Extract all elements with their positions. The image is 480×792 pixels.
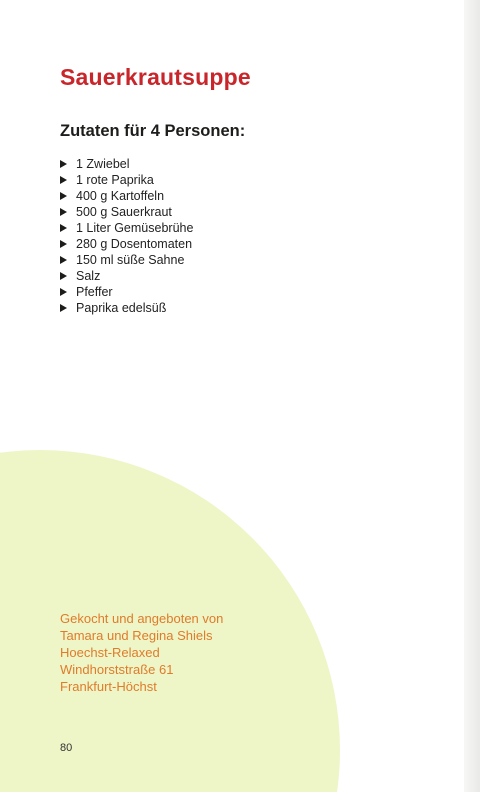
ingredient-text: Pfeffer <box>76 285 113 299</box>
bullet-arrow-icon <box>60 176 67 184</box>
recipe-title: Sauerkrautsuppe <box>60 64 251 90</box>
credits-line: Gekocht und angeboten von <box>60 611 224 626</box>
ingredient-text: 280 g Dosentomaten <box>76 237 193 251</box>
bullet-arrow-icon <box>60 160 67 168</box>
list-item <box>60 268 193 284</box>
ingredient-text: Salz <box>76 269 101 283</box>
ingredient-text: 500 g Sauerkraut <box>76 205 172 219</box>
page-gutter <box>464 0 480 792</box>
ingredient-list <box>60 156 193 316</box>
page-number: 80 <box>60 742 73 754</box>
bullet-arrow-icon <box>60 240 67 248</box>
credits-line: Hoechst-Relaxed <box>60 645 160 660</box>
ingredient-text: 400 g Kartoffeln <box>76 189 165 203</box>
bullet-arrow-icon <box>60 208 67 216</box>
list-item <box>60 220 193 236</box>
ingredient-text: 1 rote Paprika <box>76 173 154 187</box>
bullet-arrow-icon <box>60 288 67 296</box>
credits-block <box>60 610 223 695</box>
list-item <box>60 284 193 300</box>
list-item <box>60 172 193 188</box>
list-item <box>60 156 193 172</box>
ingredient-text: 1 Zwiebel <box>76 157 130 171</box>
credits-line: Windhorststraße 61 <box>60 662 174 677</box>
credits-line: Frankfurt-Höchst <box>60 679 157 694</box>
bullet-arrow-icon <box>60 256 67 264</box>
list-item <box>60 204 193 220</box>
list-item <box>60 300 193 316</box>
list-item <box>60 236 193 252</box>
list-item <box>60 188 193 204</box>
bullet-arrow-icon <box>60 192 67 200</box>
ingredient-text: 150 ml süße Sahne <box>76 253 185 267</box>
list-item <box>60 252 193 268</box>
ingredient-text: Paprika edelsüß <box>76 301 167 315</box>
bullet-arrow-icon <box>60 272 67 280</box>
bullet-arrow-icon <box>60 224 67 232</box>
credits-line: Tamara und Regina Shiels <box>60 628 213 643</box>
ingredient-text: 1 Liter Gemüsebrühe <box>76 221 194 235</box>
servings-heading: Zutaten für 4 Personen: <box>60 122 246 140</box>
bullet-arrow-icon <box>60 304 67 312</box>
